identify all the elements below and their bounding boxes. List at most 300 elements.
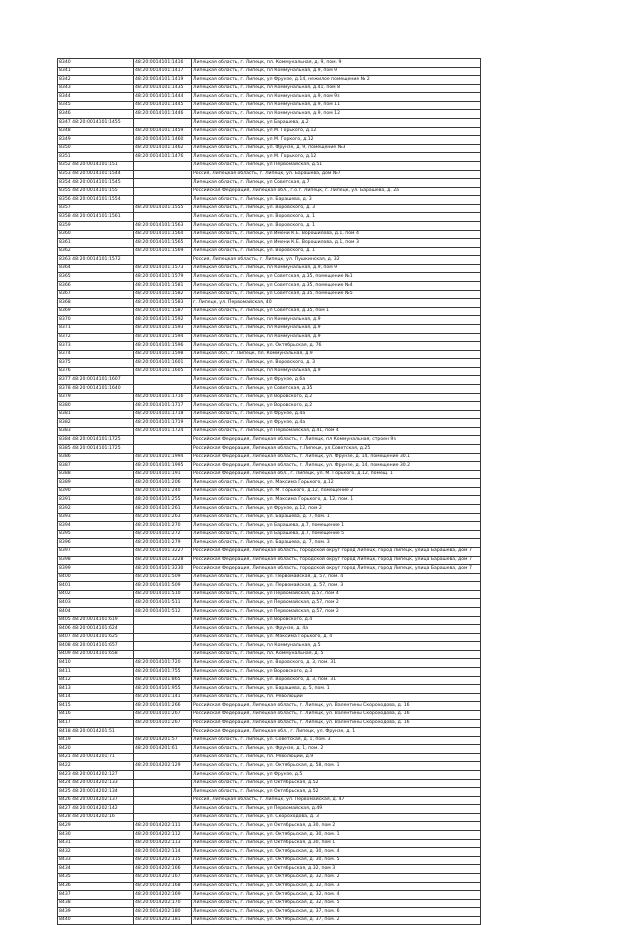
cell-building-cadastral-number [134,179,192,188]
cell-row-number-and-land-cadastral-number [58,247,134,256]
table-row [58,170,481,179]
row-number: 8361 [59,239,71,245]
table-row [58,230,481,239]
cell-address: Липецкая область, г. Липецк, пл. Коммунальная, д. 9, пом. 9 [192,59,481,68]
cell-building-cadastral-number: 48:20:0014101:1582 [134,290,192,299]
table-row [58,119,481,128]
cell-address: Липецкая область, г. Липецк, ул Первомайская, д.41, пом 4 [192,427,481,436]
table-row [58,179,481,188]
table-row [58,590,481,599]
cell-row-number-and-land-cadastral-number [58,76,134,85]
cell-row-number-and-land-cadastral-number [58,213,134,222]
row-number: 8397 [59,548,71,554]
table-row [58,856,481,865]
cell-address: Липецкая область, г. Липецк, ул Первомайская, д.49 [192,805,481,814]
cell-address: Российская Федерация, Липецкая область, г.Липецк, ул.Советская, д.25 [192,445,481,454]
cell-row-number-and-land-cadastral-number [58,616,134,625]
land-cadastral-number: 48:20:0014101:155 [72,188,118,194]
cell-building-cadastral-number [134,213,192,222]
cell-address: Липецкая область, г. Липецк, ул. Воровского, д. 3 [192,359,481,368]
land-cadastral-number: 48:20:0014202:137 [72,797,118,803]
table-row [58,530,481,539]
table-row [58,213,481,222]
table-row [58,419,481,428]
table-row [58,410,481,419]
table-row [58,239,481,248]
table-row [58,908,481,917]
cell-row-number-and-land-cadastral-number [58,419,134,428]
cell-building-cadastral-number: 48:20:0014101:266 [134,702,192,711]
land-cadastral-number: 48:20:0014202:142 [72,805,118,811]
row-number: 8439 [59,908,71,914]
row-number: 8393 [59,514,71,520]
land-cadastral-number: 48:20:0014101:625 [72,634,118,640]
cell-row-number-and-land-cadastral-number [58,770,134,779]
row-number: 8404 [59,608,71,614]
row-number: 8364 [59,265,71,271]
cell-address: Липецкая область, г. Липецк, ул Имени К.Е. Ворошилова, д.1, пом 3 [192,239,481,248]
row-number: 8414 [59,694,71,700]
cell-row-number-and-land-cadastral-number [58,367,134,376]
table-row [58,685,481,694]
table-row [58,633,481,642]
cell-building-cadastral-number: 48:20:0014101:1569 [134,247,192,256]
cell-building-cadastral-number: 48:20:0014101:191 [134,470,192,479]
row-number: 8347 [59,119,71,125]
cell-address: Липецкая область, г. Липецк, ул. Октябрьская, д. 37, пом. 2 [192,916,481,925]
row-number: 8410 [59,660,71,665]
cell-row-number-and-land-cadastral-number [58,736,134,745]
cell-row-number-and-land-cadastral-number [58,256,134,265]
cell-building-cadastral-number [134,788,192,797]
cell-address: Россия, Липецкая область, г. Липецк, ул. Барашева, дом №7 [192,170,481,179]
cell-address: Российская Федерация, Липецкая область, г. Липецк, ул. Валентины Скороходова, д. 16 [192,702,481,711]
cell-address: Липецкая область, г. Липецк, ул. Октябрьская, д. 32, пом. 5 [192,899,481,908]
row-number: 8390 [59,488,71,494]
cell-row-number-and-land-cadastral-number [58,710,134,719]
cell-building-cadastral-number: 48:20:0014101:263 [134,513,192,522]
cell-address: Липецкая область, г. Липецк, ул М. Горького, д.12 [192,153,481,162]
land-cadastral-number: 48:20:0014101:1725 [72,445,121,451]
cell-row-number-and-land-cadastral-number [58,333,134,342]
cell-building-cadastral-number: 48:20:0014201:57 [134,736,192,745]
cell-address: Липецкая область, г. Липецк, ул. Скороходова, д. 3 [192,813,481,822]
cell-row-number-and-land-cadastral-number [58,547,134,556]
cell-address: Российская Федерация, Липецкая область, городской округ город Липецк, город Липецк, улица Барашева, дом 7 [192,565,481,574]
row-number: 8412 [59,677,71,683]
cell-row-number-and-land-cadastral-number [58,479,134,488]
land-cadastral-number: 48:20:0014101:619 [72,617,118,623]
cell-address: Липецкая область, г. Липецк, ул Первомайская, д.57, пом 2 [192,608,481,617]
cell-address: Липецкая область, г. Липецк, ул. Первомайская, д. 57, пом. 4 [192,573,481,582]
row-number: 8435 [59,874,71,880]
cell-row-number-and-land-cadastral-number [58,899,134,908]
cell-building-cadastral-number: 48:20:0014101:267 [134,719,192,728]
cell-row-number-and-land-cadastral-number [58,153,134,162]
cell-address: Липецкая область, г. Липецк, ул Октябрьская, д.30, пом 2 [192,822,481,831]
cell-building-cadastral-number [134,161,192,170]
land-cadastral-number: 48:20:0014202:16 [72,814,115,820]
cell-address: Липецкая область, г. Липецк, ул Барашева, д.7, помещение 1 [192,522,481,531]
table-row [58,642,481,651]
cell-building-cadastral-number [134,813,192,822]
cell-building-cadastral-number: 48:20:0014101:1565 [134,239,192,248]
land-cadastral-number: 48:20:0014101:1545 [72,179,121,185]
cell-building-cadastral-number: 48:20:0014101:1416 [134,59,192,68]
cell-address: Липецкая область, г. Липецк, ул Советская, д.35, пом 1 [192,307,481,316]
row-number: 8416 [59,711,71,717]
land-cadastral-number: 48:20:0014101:624 [72,625,118,631]
row-number: 8405 [59,617,71,623]
cell-row-number-and-land-cadastral-number [58,204,134,213]
table-row [58,101,481,110]
cell-address: Липецкая область, г. Липецк, ул Воровского, д.3 [192,668,481,677]
cell-row-number-and-land-cadastral-number [58,719,134,728]
cell-building-cadastral-number [134,796,192,805]
cell-row-number-and-land-cadastral-number [58,84,134,93]
cell-row-number-and-land-cadastral-number [58,445,134,454]
cell-row-number-and-land-cadastral-number [58,693,134,702]
cell-address: Липецкая область, г. Липецк, ул Октябрьская, д.32, пом 3 [192,865,481,874]
row-number: 8354 [59,179,71,185]
cell-building-cadastral-number: 48:20:0014101:1460 [134,136,192,145]
cell-address: Липецкая область, г. Липецк, ул. Максима Горького, д. 12, пом. 1 [192,496,481,505]
cell-building-cadastral-number: 48:20:0014202:129 [134,762,192,771]
cell-address: Российская Федерация, Липецкая область, городской округ город Липецк, город Липецк, улица Барашева, дом 7 [192,556,481,565]
cell-address: Липецкая область, г. Липецк, пл Коммунальная, д.9, пом 9з [192,93,481,102]
cell-address: Липецкая область, г. Липецк, ул Октябрьская, д.30, пом 1 [192,839,481,848]
cell-address: Россия, Липецкая область, г. Липецк, ул. Первомайская, д. 47 [192,796,481,805]
cell-address: Российская Федерация, Липецкая область, г. Липецк, ул. Фрунзе, д. 14, помещение 30.2 [192,462,481,471]
cell-row-number-and-land-cadastral-number [58,582,134,591]
cell-row-number-and-land-cadastral-number [58,813,134,822]
row-number: 8385 [59,445,71,451]
table-row [58,367,481,376]
cell-building-cadastral-number: 48:20:0014101:1445 [134,101,192,110]
cell-building-cadastral-number: 48:20:0014202:113 [134,839,192,848]
row-number: 8367 [59,291,71,297]
row-number: 8427 [59,805,71,811]
table-row [58,839,481,848]
cell-row-number-and-land-cadastral-number [58,805,134,814]
cell-row-number-and-land-cadastral-number [58,685,134,694]
table-row [58,668,481,677]
table-row [58,710,481,719]
table-row [58,788,481,797]
table-row [58,393,481,402]
row-number: 8370 [59,316,71,322]
cell-row-number-and-land-cadastral-number [58,93,134,102]
table-row [58,745,481,754]
cell-address: Липецкая область, г. Липецк, ул Советская, д.35, помещение №1 [192,273,481,282]
cell-row-number-and-land-cadastral-number [58,144,134,153]
cell-address: Липецкая область, г. Липецк, ул. Воровского, д. 1 [192,247,481,256]
cell-address: Липецкая область, г. Липецк, пл Коммунальная, д.9, пом 9 [192,67,481,76]
row-number: 8353 [59,171,71,177]
row-number: 8409 [59,651,71,657]
table-row [58,359,481,368]
table-row [58,204,481,213]
cell-row-number-and-land-cadastral-number [58,779,134,788]
cell-address: Липецкая область, г. Липецк, ул Имени К.Е. Ворошилова, д.1, пом 4 [192,230,481,239]
row-number: 8377 [59,376,71,382]
cell-row-number-and-land-cadastral-number [58,796,134,805]
cell-address: Липецкая обл., г. Липецк, пл. Коммунальная, д.9 [192,350,481,359]
cell-building-cadastral-number: 48:20:0014101:1587 [134,307,192,316]
cell-building-cadastral-number: 48:20:0014101:270 [134,522,192,531]
table-row [58,779,481,788]
row-number: 8408 [59,642,71,648]
cell-building-cadastral-number [134,770,192,779]
cell-building-cadastral-number: 48:20:0014202:169 [134,891,192,900]
cell-row-number-and-land-cadastral-number [58,427,134,436]
cell-building-cadastral-number: 48:20:0014101:255 [134,496,192,505]
table-row [58,608,481,617]
cell-building-cadastral-number: 48:20:0014101:1994 [134,453,192,462]
cell-row-number-and-land-cadastral-number [58,196,134,205]
row-number: 8362 [59,248,71,254]
cell-building-cadastral-number [134,805,192,814]
cell-building-cadastral-number: 48:20:0014202:111 [134,822,192,831]
register-table-body [58,59,481,925]
cell-address: Липецкая область, г. Липецк, ул Воровского, д.2 [192,393,481,402]
cell-address: Липецкая область, г. Липецк, ул. М. Горького, д.12, помещение 2 [192,487,481,496]
cell-row-number-and-land-cadastral-number [58,848,134,857]
cell-row-number-and-land-cadastral-number [58,282,134,291]
cell-building-cadastral-number: 48:20:0014101:512 [134,608,192,617]
row-number: 8376 [59,368,71,374]
row-number: 8375 [59,359,71,365]
cell-building-cadastral-number: 48:20:0014101:1476 [134,153,192,162]
row-number: 8437 [59,891,71,897]
cell-building-cadastral-number: 48:20:0014101:279 [134,539,192,548]
table-row [58,196,481,205]
land-cadastral-number: 48:20:0014101:1544 [72,171,121,177]
table-row [58,882,481,891]
row-number: 8358 [59,213,71,219]
cell-building-cadastral-number [134,642,192,651]
row-number: 8401 [59,582,71,588]
table-row [58,496,481,505]
cell-building-cadastral-number: 48:20:0014101:141 [134,693,192,702]
row-number: 8388 [59,471,71,477]
cell-address: Российская Федерация, Липецкая область, г. Липецк, ул. Валентины Скороходова, д. 16 [192,719,481,728]
register-table [57,58,481,925]
cell-building-cadastral-number: 48:20:0014101:511 [134,599,192,608]
table-row [58,487,481,496]
cell-building-cadastral-number: 48:20:0014101:755 [134,668,192,677]
cell-row-number-and-land-cadastral-number [58,839,134,848]
row-number: 8396 [59,539,71,545]
row-number: 8436 [59,883,71,889]
cell-row-number-and-land-cadastral-number [58,762,134,771]
cell-address: Липецкая область, г. Липецк, ул. Воровского, д. 3 [192,204,481,213]
land-cadastral-number: 48:20:0014101:657 [72,642,118,648]
cell-row-number-and-land-cadastral-number [58,316,134,325]
cell-row-number-and-land-cadastral-number [58,745,134,754]
land-cadastral-number: 48:20:0014201:51 [72,728,115,734]
row-number: 8382 [59,419,71,425]
row-number: 8391 [59,497,71,503]
cell-building-cadastral-number: 48:20:0014101:240 [134,487,192,496]
table-row [58,187,481,196]
cell-building-cadastral-number: 48:20:0014101:1563 [134,221,192,230]
cell-row-number-and-land-cadastral-number [58,908,134,917]
cell-row-number-and-land-cadastral-number [58,376,134,385]
cell-address: Липецкая область, г. Липецк, ул Первомайская, д.57, пом 4 [192,590,481,599]
cell-row-number-and-land-cadastral-number [58,513,134,522]
cell-row-number-and-land-cadastral-number [58,822,134,831]
row-number: 8420 [59,745,71,751]
cell-building-cadastral-number: 48:20:0014101:1594 [134,333,192,342]
row-number: 8392 [59,505,71,511]
cell-address: Российская Федерация, Липецкая область, г. Липецк, ул. Валентины Скороходова, д. 16 [192,710,481,719]
table-row [58,831,481,840]
cell-address: Российская Федерация, Липецкая область, г. Липецк, ул. Фрунзе, д. 14, помещение 30.1 [192,453,481,462]
row-number: 8431 [59,840,71,846]
row-number: 8432 [59,848,71,854]
cell-row-number-and-land-cadastral-number [58,676,134,685]
cell-address: Липецкая область, г. Липецк, пл. Коммунальная, д. 5 [192,650,481,659]
land-cadastral-number: 48:20:0014202:127 [72,771,118,777]
cell-row-number-and-land-cadastral-number [58,221,134,230]
cell-row-number-and-land-cadastral-number [58,916,134,925]
cell-building-cadastral-number: 48:20:0014101:1719 [134,419,192,428]
table-row [58,719,481,728]
table-row [58,247,481,256]
cell-building-cadastral-number: 48:20:0014101:1583 [134,299,192,308]
table-row [58,616,481,625]
cell-building-cadastral-number: 48:20:0014202:167 [134,873,192,882]
row-number: 8417 [59,720,71,726]
row-number: 8365 [59,273,71,279]
cell-row-number-and-land-cadastral-number [58,264,134,273]
table-row [58,350,481,359]
row-number: 8363 [59,256,71,262]
cell-address: Липецкая область, г. Липецк, ул Советская, д.35, помещение №5 [192,290,481,299]
cell-building-cadastral-number: 48:20:0014101:510 [134,590,192,599]
table-row [58,282,481,291]
cell-building-cadastral-number: 48:20:0014101:1417 [134,67,192,76]
cell-building-cadastral-number: 48:20:0014101:1724 [134,427,192,436]
cell-building-cadastral-number: 48:20:0014202:168 [134,882,192,891]
table-row [58,582,481,591]
cell-address: Российская Федерация, Липецкая обл., г. Липецк, ул. Фрунзе, д. 1 [192,728,481,737]
cell-building-cadastral-number: 48:20:0014101:1717 [134,402,192,411]
cell-row-number-and-land-cadastral-number [58,865,134,874]
table-row [58,153,481,162]
cell-building-cadastral-number: 48:20:0014202:170 [134,899,192,908]
cell-row-number-and-land-cadastral-number [58,891,134,900]
row-number: 8344 [59,93,71,99]
cell-building-cadastral-number [134,650,192,659]
cell-building-cadastral-number: 48:20:0014101:1995 [134,462,192,471]
row-number: 8366 [59,282,71,288]
cell-building-cadastral-number: 48:20:0014101:1564 [134,230,192,239]
cell-row-number-and-land-cadastral-number [58,239,134,248]
cell-building-cadastral-number: 48:20:0014202:166 [134,865,192,874]
row-number: 8379 [59,394,71,400]
cell-building-cadastral-number: 48:20:0014101:1435 [134,84,192,93]
cell-row-number-and-land-cadastral-number [58,556,134,565]
cell-row-number-and-land-cadastral-number [58,384,134,393]
row-number: 8407 [59,634,71,640]
row-number: 8426 [59,797,71,803]
cell-address: Липецкая область, г. Липецк, ул. Октябрьская, д. 30, пом. 5 [192,856,481,865]
cell-building-cadastral-number: 48:20:0014101:1605 [134,367,192,376]
cell-address: Липецкая область, г. Липецк, ул Барашева, д.2 [192,119,481,128]
cell-address: Липецкая область, г. Липецк, пл Коммунальная, д.9 [192,316,481,325]
cell-row-number-and-land-cadastral-number [58,470,134,479]
land-cadastral-number: 48:20:0014101:1640 [72,385,121,391]
cell-address: Липецкая область, г. Липецк, пл Коммунальная, д.9 [192,324,481,333]
cell-address: Липецкая область, г. Липецк, ул. Барашева, д. 5, пом. 1 [192,685,481,694]
cell-row-number-and-land-cadastral-number [58,59,134,68]
cell-row-number-and-land-cadastral-number [58,668,134,677]
row-number: 8357 [59,205,71,211]
cell-address: Липецкая область, г. Липецк, ул. Барашева, д. 7, пом. 3 [192,539,481,548]
cell-row-number-and-land-cadastral-number [58,625,134,634]
cell-building-cadastral-number: 48:20:0014101:267 [134,710,192,719]
row-number: 8374 [59,351,71,357]
row-number: 8373 [59,342,71,348]
cell-building-cadastral-number: 48:20:0014101:1598 [134,350,192,359]
row-number: 8369 [59,308,71,314]
row-number: 8378 [59,385,71,391]
row-number: 8389 [59,479,71,485]
row-number: 8440 [59,917,71,923]
table-row [58,848,481,857]
cell-row-number-and-land-cadastral-number [58,402,134,411]
table-row [58,693,481,702]
cell-address: Липецкая область, г. Липецк, ул. Барашева, д. 3 [192,196,481,205]
table-row [58,273,481,282]
cell-address: Липецкая область, г. Липецк, ул. Фрунзе, д. 9, помещение №3 [192,144,481,153]
row-number: 8350 [59,145,71,151]
cell-row-number-and-land-cadastral-number [58,487,134,496]
cell-address: Липецкая область, г. Липецк, ул Первомайская, д.51 [192,161,481,170]
cell-address: Липецкая область, г. Липецк, ул. Барашева, д. 7, пом. 1 [192,513,481,522]
row-number: 8398 [59,557,71,563]
cell-address: Липецкая область, г. Липецк, ул Фрунзе, д.5 [192,770,481,779]
cell-address: Липецкая область, г. Липецк, ул Барашева, д.7, помещение 5 [192,530,481,539]
land-cadastral-number: 48:20:0014202:133 [72,780,118,786]
cell-address: Липецкая область, г. Липецк, ул. Октябрьская, д. 32, пом. 3 [192,882,481,891]
cell-building-cadastral-number: 48:20:0014101:1718 [134,410,192,419]
land-cadastral-number: 48:20:0014101:1561 [72,213,121,219]
row-number: 8419 [59,737,71,743]
table-row [58,402,481,411]
cell-building-cadastral-number [134,779,192,788]
cell-address: Липецкая область, г. Липецк, ул Первомайская, д.57, пом 2 [192,599,481,608]
cell-building-cadastral-number: 48:20:0014202:180 [134,908,192,917]
cell-row-number-and-land-cadastral-number [58,608,134,617]
cell-building-cadastral-number [134,633,192,642]
land-cadastral-number: 48:20:0014202:134 [72,788,118,794]
cell-row-number-and-land-cadastral-number [58,882,134,891]
cell-building-cadastral-number [134,170,192,179]
table-row [58,650,481,659]
row-number: 8428 [59,814,71,820]
cell-address: Липецкая область, г. Липецк, ул. Советская, д. 1, пом. 3 [192,736,481,745]
row-number: 8406 [59,625,71,631]
table-row [58,445,481,454]
land-cadastral-number: 48:20:0014101:1572 [72,256,121,262]
cell-address: Липецкая область, г. Липецк, ул М. Горького, д.12 [192,127,481,136]
cell-building-cadastral-number: 48:20:0014101:261 [134,505,192,514]
land-cadastral-number: 48:20:0014101:1725 [72,436,121,442]
row-number: 8429 [59,822,71,828]
